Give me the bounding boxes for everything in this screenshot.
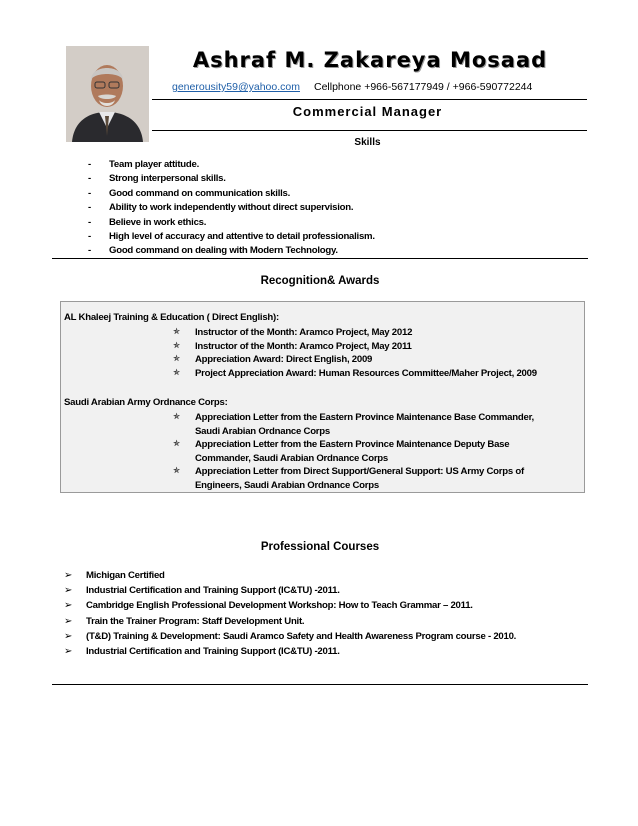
award-org: AL Khaleej Training & Education ( Direct English): xyxy=(64,312,279,323)
email-link[interactable]: generousity59@yahoo.com xyxy=(172,81,300,93)
dash-bullet: - xyxy=(88,216,91,228)
star-icon: ✯ xyxy=(173,340,180,350)
skills-heading: Skills xyxy=(354,137,381,148)
list-item: - Strong interpersonal skills. xyxy=(88,172,375,186)
list-item: ➢ Industrial Certification and Training Support (IC&TU) -2011. xyxy=(64,583,516,598)
skills-divider xyxy=(152,130,587,131)
arrow-bullet-icon: ➢ xyxy=(64,600,73,612)
star-icon: ✯ xyxy=(173,411,180,421)
list-item: ➢ Cambridge English Professional Development Workshop: How to Teach Grammar – 2011. xyxy=(64,598,516,613)
title-divider xyxy=(152,99,587,100)
contact-line xyxy=(172,81,532,93)
arrow-bullet-icon: ➢ xyxy=(64,585,73,597)
arrow-bullet-icon: ➢ xyxy=(64,615,73,627)
list-item: ➢ Train the Trainer Program: Staff Development Unit. xyxy=(64,614,516,629)
star-icon: ✯ xyxy=(173,353,180,363)
awards-heading: Recognition& Awards xyxy=(260,275,380,287)
dash-bullet: - xyxy=(88,187,91,199)
arrow-bullet-icon: ➢ xyxy=(64,570,73,581)
section-divider xyxy=(52,684,588,685)
dash-bullet: - xyxy=(88,173,91,185)
job-title: Commercial Manager xyxy=(292,104,443,119)
awards-box: AL Khaleej Training & Education ( Direct English): ✯ Instructor of the Month: Aramco Project, May 2012 ✯ Instructor of the Month: Aramco Project, May 2011 ✯ Appreciation Award: Direct English, 2009 ✯ Project Appreciation Award: Human Resources Committee/Maher Project, 2009 Saudi Arabian Army Ordnance Corps: ✯ Appreciation Letter from the Eastern Province Maintenance Base Commander, Saudi Arabian Ordnance Corps ✯ Appreciation Letter from the Eastern Province Maintenance Deputy Base Commander, Saudi Arabian Ordnance Corps ✯ Appreciation Letter from Direct Support/General Support: US Army Corps of Engineers, Saudi Arabian Ordnance Corps xyxy=(60,301,585,493)
star-icon: ✯ xyxy=(173,438,180,448)
courses-heading: Professional Courses xyxy=(260,541,380,553)
arrow-bullet-icon: ➢ xyxy=(64,645,73,657)
list-item: - Good command on communication skills. xyxy=(88,187,375,201)
section-divider xyxy=(52,258,588,259)
star-icon: ✯ xyxy=(173,326,180,336)
profile-photo xyxy=(66,46,149,142)
courses-list xyxy=(64,568,516,659)
dash-bullet: - xyxy=(88,245,91,257)
dash-bullet: - xyxy=(88,159,91,170)
arrow-bullet-icon: ➢ xyxy=(64,630,73,642)
list-item: - Good command on dealing with Modern Technology. xyxy=(88,244,375,258)
list-item: - High level of accuracy and attentive to detail professionalism. xyxy=(88,230,375,244)
list-item: ➢ (T&D) Training & Development: Saudi Aramco Safety and Health Awareness Program course - 2010. xyxy=(64,629,516,644)
star-icon: ✯ xyxy=(173,367,180,377)
list-item: - Ability to work independently without direct supervision. xyxy=(88,201,375,215)
star-icon: ✯ xyxy=(173,465,180,475)
list-item: - Believe in work ethics. xyxy=(88,216,375,230)
skills-list xyxy=(88,158,375,259)
award-org: Saudi Arabian Army Ordnance Corps: xyxy=(64,397,228,408)
candidate-name: Ashraf M. Zakareya Mosaad xyxy=(192,48,548,72)
phone-numbers: Cellphone +966-567177949 / +966-590772244 xyxy=(313,81,533,93)
list-item: ➢ Industrial Certification and Training Support (IC&TU) -2011. xyxy=(64,644,516,659)
list-item: ➢ Michigan Certified xyxy=(64,568,516,583)
dash-bullet: - xyxy=(88,202,91,214)
dash-bullet: - xyxy=(88,230,91,242)
list-item: - Team player attitude. xyxy=(88,158,375,172)
